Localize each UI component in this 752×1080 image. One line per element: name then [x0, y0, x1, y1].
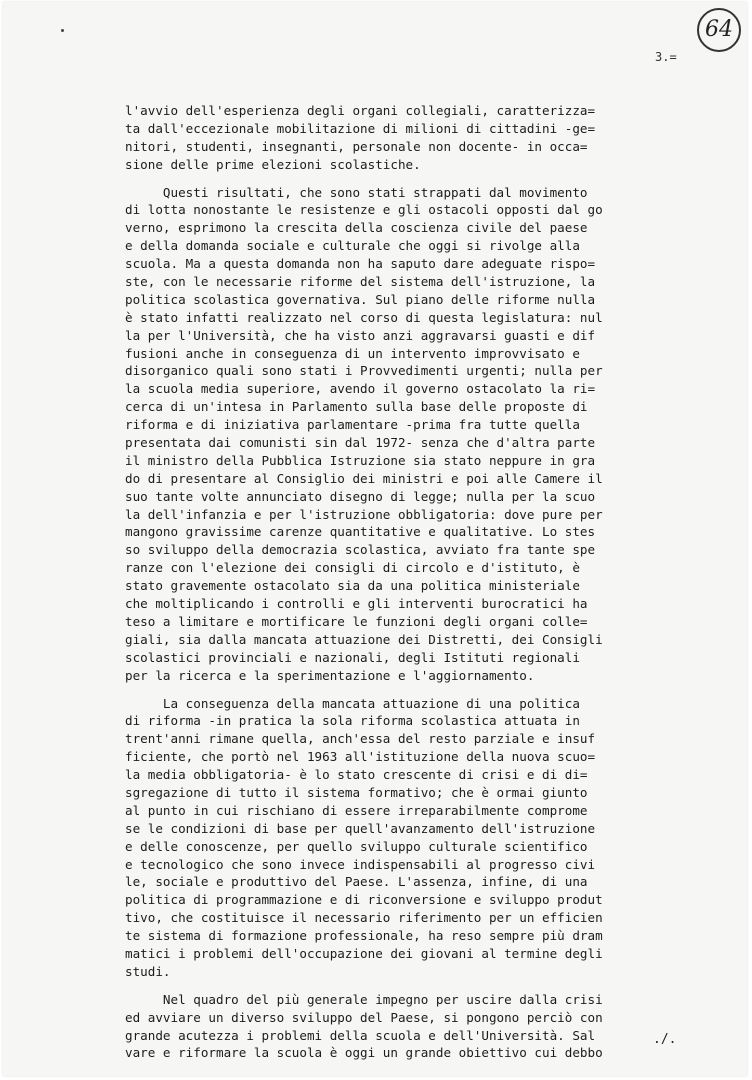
text-line: politica di programmazione e di riconversione e sviluppo produt — [125, 892, 603, 908]
text-line: scolastici provinciali e nazionali, degli Istituti regionali — [125, 649, 580, 665]
document-page — [3, 2, 747, 1076]
text-line: che moltiplicando i controlli e gli interventi burocratici ha — [125, 596, 588, 612]
text-line: cerca di un'intesa in Parlamento sulla base delle proposte di — [125, 399, 588, 415]
text-line: scuola. Ma a questa domanda non ha saputo dare adeguate rispo= — [125, 256, 596, 272]
text-line: presentata dai comunisti sin dal 1972- senza che d'altra parte — [125, 435, 596, 451]
text-line: trent'anni rimane quella, anch'essa del resto parziale e insuf — [125, 731, 596, 747]
text-line: do di presentare al Consiglio dei ministri e poi alle Camere il — [125, 470, 603, 486]
text-line: studi. — [125, 963, 171, 979]
text-line: vare e riformare la scuola è oggi un grande obiettivo cui debbo — [125, 1045, 603, 1061]
text-line: tivo, che costituisce il necessario riferimento per un efficien — [125, 910, 603, 926]
text-line: al punto in cui rischiano di essere irreparabilmente comprome — [125, 802, 588, 818]
paragraph — [125, 991, 725, 1063]
text-line: teso a limitare e mortificare le funzioni degli organi colle= — [125, 613, 588, 629]
text-line: suo tante volte annunciato disegno di legge; nulla per la scuo — [125, 488, 596, 504]
text-line: grande acutezza i problemi della scuola e dell'Università. Sal — [125, 1027, 596, 1043]
text-line: per la ricerca e la sperimentazione e l'aggiornamento. — [125, 667, 535, 683]
text-line: di lotta nonostante le resistenze e gli ostacoli opposti dal go — [125, 202, 603, 218]
typed-page-number: 3.= — [655, 50, 677, 64]
text-line: la scuola media superiore, avendo il governo ostacolato la ri= — [125, 381, 596, 397]
text-line: e della domanda sociale e culturale che oggi si rivolge alla — [125, 238, 580, 254]
text-line: matici i problemi dell'occupazione dei giovani al termine degli — [125, 945, 603, 961]
text-line: il ministro della Pubblica Istruzione sia stato neppure in gra — [125, 452, 596, 468]
text-line: so sviluppo della democrazia scolastica, avviato fra tante spe — [125, 542, 596, 558]
paragraph — [125, 695, 725, 981]
paragraph-gap — [125, 174, 725, 184]
text-line: è stato infatti realizzato nel corso di questa legislatura: nul — [125, 309, 603, 325]
paragraph-gap — [125, 685, 725, 695]
text-line: la per l'Università, che ha visto anzi aggravarsi guasti e dif — [125, 327, 596, 343]
text-line: stato gravemente ostacolato sia da una politica ministeriale — [125, 578, 580, 594]
ink-speck — [61, 29, 64, 32]
text-line: ranze con l'elezione dei consigli di circolo e d'istituto, è — [125, 560, 580, 576]
text-line: di riforma -in pratica la sola riforma scolastica attuata in — [125, 713, 580, 729]
text-line: La conseguenza della mancata attuazione di una politica — [125, 695, 580, 711]
text-line: e tecnologico che sono invece indispensabili al progresso civi — [125, 856, 596, 872]
paragraph — [125, 184, 725, 685]
text-line: giali, sia dalla mancata attuazione dei Distretti, dei Consigli — [125, 631, 603, 647]
text-line: verno, esprimono la crescita della coscienza civile del paese — [125, 220, 588, 236]
text-line: ficiente, che portò nel 1963 all'istituzione della nuova scuo= — [125, 749, 596, 765]
text-line: ste, con le necessarie riforme del sistema dell'istruzione, la — [125, 274, 596, 290]
text-line: riforma e di iniziativa parlamentare -prima fra tutte quella — [125, 417, 580, 433]
continuation-mark: ./. — [653, 1032, 677, 1047]
paragraph — [125, 102, 725, 174]
text-line: sgregazione di tutto il sistema formativo; che è ormai giunto — [125, 784, 588, 800]
text-line: se le condizioni di base per quell'avanzamento dell'istruzione — [125, 820, 596, 836]
text-line: ed avviare un diverso sviluppo del Paese, si pongono perciò con — [125, 1009, 603, 1025]
paragraph-gap — [125, 981, 725, 991]
text-line: la media obbligatoria- è lo stato crescente di crisi e di di= — [125, 767, 588, 783]
text-line: mangono gravissime carenze quantitative e qualitative. Lo stes — [125, 524, 596, 540]
document-body — [125, 102, 725, 1062]
text-line: nitori, studenti, insegnanti, personale non docente- in occa= — [125, 138, 588, 154]
text-line: sione delle prime elezioni scolastiche. — [125, 156, 421, 172]
text-line: te sistema di formazione professionale, ha reso sempre più dram — [125, 928, 603, 944]
text-line: la dell'infanzia e per l'istruzione obbligatoria: dove pure per — [125, 506, 603, 522]
text-line: le, sociale e produttivo del Paese. L'assenza, infine, di una — [125, 874, 588, 890]
handwritten-page-number: 64 — [697, 8, 741, 52]
text-line: Nel quadro del più generale impegno per uscire dalla crisi — [125, 991, 603, 1007]
text-line: e delle conoscenze, per quello sviluppo culturale scientifico — [125, 838, 588, 854]
text-line: fusioni anche in conseguenza di un intervento improvvisato e — [125, 345, 580, 361]
text-line: l'avvio dell'esperienza degli organi collegiali, caratterizza= — [125, 103, 596, 118]
text-line: politica scolastica governativa. Sul piano delle riforme nulla — [125, 291, 596, 307]
text-line: ta dall'eccezionale mobilitazione di milioni di cittadini -ge= — [125, 120, 596, 136]
text-line: disorganico quali sono stati i Provvedimenti urgenti; nulla per — [125, 363, 603, 379]
text-line: Questi risultati, che sono stati strappati dal movimento — [125, 184, 588, 200]
